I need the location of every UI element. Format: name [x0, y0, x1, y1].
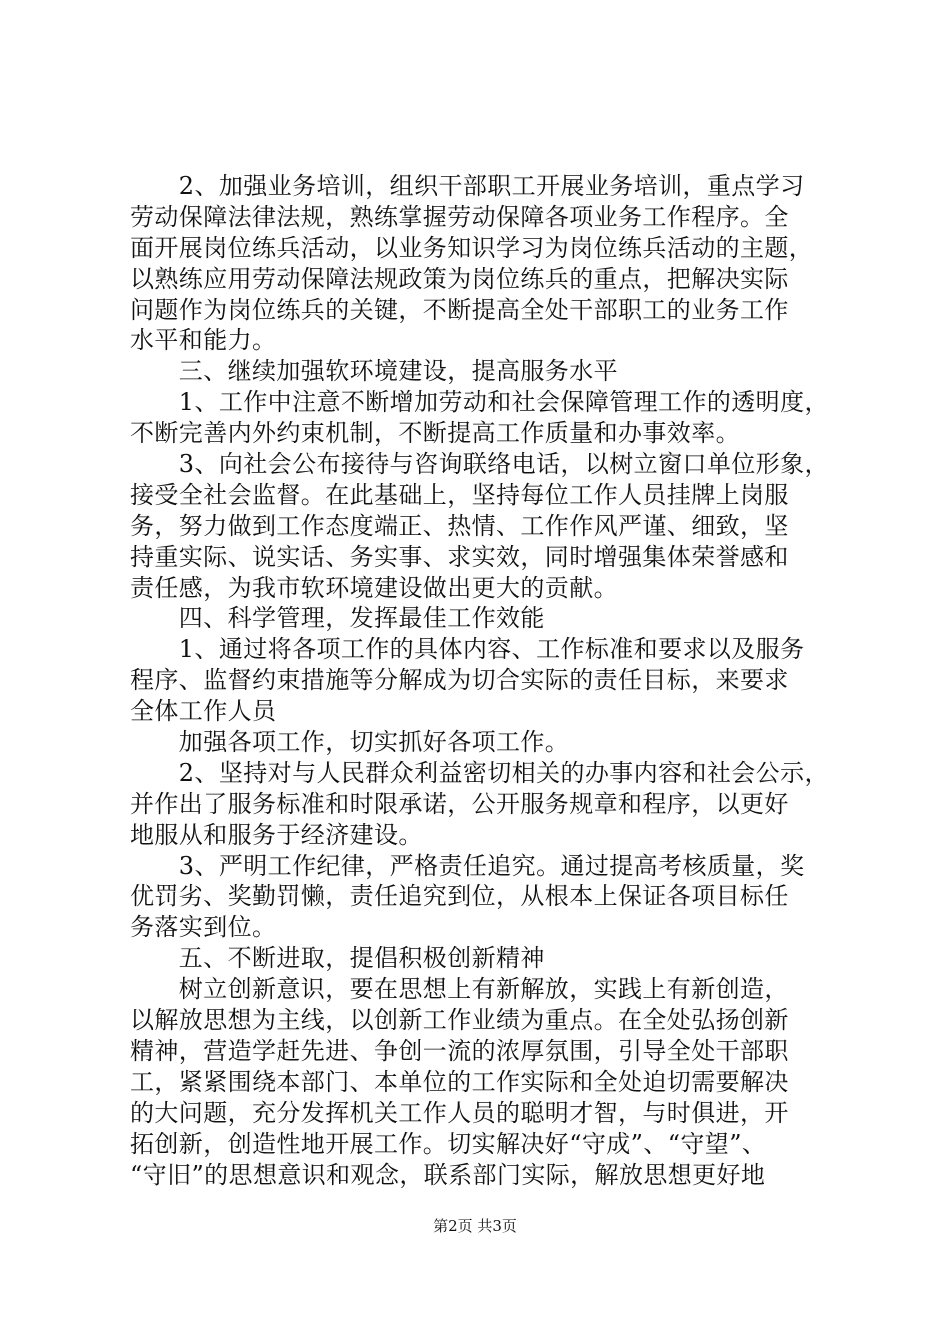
- text-line: 全体工作人员: [130, 697, 277, 726]
- text-line: 的大问题，充分发挥机关工作人员的聪明才智，与时俱进，开: [130, 1098, 789, 1127]
- text-line: 接受全社会监督。在此基础上，坚持每位工作人员挂牌上岗服: [130, 480, 789, 509]
- text-line: 程序、监督约束措施等分解成为切合实际的责任目标，来要求: [130, 666, 789, 695]
- text-line: 优罚劣、奖勤罚懒，责任追究到位，从根本上保证各项目标任: [130, 882, 789, 911]
- text-line: 劳动保障法律法规，熟练掌握劳动保障各项业务工作程序。全: [130, 202, 789, 231]
- text-line: 精神，营造学赶先进、争创一流的浓厚氛围，引导全处干部职: [130, 1036, 789, 1065]
- text-line: 务，努力做到工作态度端正、热情、工作作风严谨、细致，坚: [130, 511, 789, 540]
- page-footer: 第2页 共3页: [433, 1217, 517, 1235]
- text-line: 三、继续加强软环境建设，提高服务水平: [130, 357, 618, 386]
- text-line: 2、坚持对与人民群众利益密切相关的办事内容和社会公示，: [130, 758, 829, 787]
- text-line: 以解放思想为主线，以创新工作业绩为重点。在全处弘扬创新: [130, 1006, 789, 1035]
- text-line: 地服从和服务于经济建设。: [130, 820, 423, 849]
- text-line: 水平和能力。: [130, 326, 277, 355]
- text-line: 1、通过将各项工作的具体内容、工作标准和要求以及服务: [130, 635, 805, 664]
- text-line: “守旧”的思想意识和观念，联系部门实际，解放思想更好地: [130, 1160, 766, 1189]
- text-line: 3、严明工作纪律，严格责任追究。通过提高考核质量，奖: [130, 851, 805, 880]
- text-line: 务落实到位。: [130, 913, 277, 942]
- text-line: 问题作为岗位练兵的关键，不断提高全处干部职工的业务工作: [130, 295, 789, 324]
- text-line: 3、向社会公布接待与咨询联络电话，以树立窗口单位形象，: [130, 450, 829, 479]
- text-line: 面开展岗位练兵活动，以业务知识学习为岗位练兵活动的主题，: [130, 233, 814, 262]
- text-line: 工，紧紧围绕本部门、本单位的工作实际和全处迫切需要解决: [130, 1067, 789, 1096]
- text-line: 责任感，为我市软环境建设做出更大的贡献。: [130, 573, 618, 602]
- text-line: 树立创新意识，要在思想上有新解放，实践上有新创造，: [130, 975, 789, 1004]
- body-text: [130, 171, 830, 1190]
- text-line: 2、加强业务培训，组织干部职工开展业务培训，重点学习: [130, 172, 805, 200]
- text-line: 加强各项工作，切实抓好各项工作。: [130, 728, 570, 757]
- text-line: 拓创新，创造性地开展工作。切实解决好“守成”、“守望”、: [130, 1129, 767, 1158]
- text-line: 持重实际、说实话、务实事、求实效，同时增强集体荣誉感和: [130, 542, 789, 571]
- text-line: 不断完善内外约束机制，不断提高工作质量和办事效率。: [130, 419, 740, 448]
- text-line: 五、不断进取，提倡积极创新精神: [130, 944, 545, 973]
- text-line: 以熟练应用劳动保障法规政策为岗位练兵的重点，把解决实际: [130, 264, 789, 293]
- text-line: 并作出了服务标准和时限承诺，公开服务规章和程序，以更好: [130, 789, 789, 818]
- text-line: 四、科学管理，发挥最佳工作效能: [130, 604, 545, 633]
- text-line: 1、工作中注意不断增加劳动和社会保障管理工作的透明度，: [130, 388, 829, 417]
